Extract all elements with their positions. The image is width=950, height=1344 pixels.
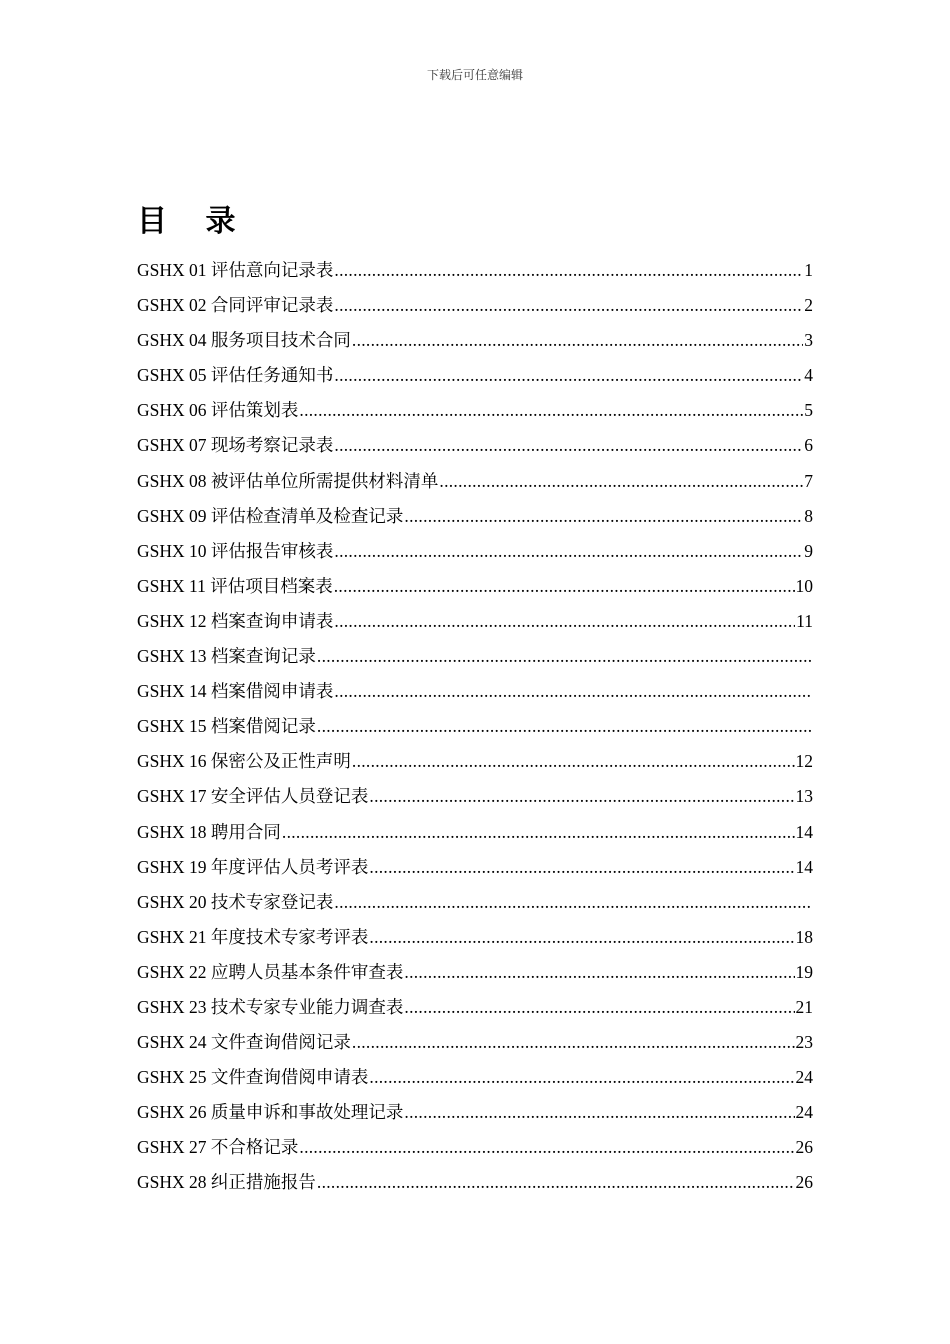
toc-entry-page-number: 2 <box>804 295 813 316</box>
toc-entry-title: GSHX 11 评估项目档案表 <box>137 575 333 596</box>
toc-entry[interactable] <box>137 292 813 327</box>
toc-entry-page-number: 8 <box>804 505 813 526</box>
toc-entry-title: GSHX 20 技术专家登记表 <box>137 891 334 912</box>
toc-entry-page-number: 14 <box>795 856 813 877</box>
toc-entry[interactable] <box>137 432 813 467</box>
toc-dot-leader <box>352 1032 795 1053</box>
toc-dot-leader <box>404 506 803 527</box>
toc-dot-leader <box>369 857 794 878</box>
toc-entry-page-number: 14 <box>795 821 813 842</box>
toc-dot-leader <box>317 716 812 737</box>
toc-entry-page-number: 24 <box>795 1102 813 1123</box>
toc-entry-page-number: 6 <box>804 435 813 456</box>
toc-entry[interactable] <box>137 854 813 889</box>
page-header: 下载后可任意编辑 <box>426 68 523 82</box>
toc-dot-leader <box>334 611 795 632</box>
toc-entry-title: GSHX 07 现场考察记录表 <box>137 435 334 456</box>
toc-entry[interactable] <box>137 924 813 959</box>
toc-dot-leader <box>439 471 803 492</box>
toc-entry-page-number: 5 <box>804 400 813 421</box>
toc-entry[interactable] <box>137 819 813 854</box>
toc-entry-page-number: 13 <box>795 786 813 807</box>
table-of-contents <box>137 257 813 1205</box>
toc-entry[interactable] <box>137 713 813 748</box>
toc-entry-page-number: 24 <box>795 1067 813 1088</box>
toc-entry-title: GSHX 13 档案查询记录 <box>137 646 316 667</box>
toc-dot-leader <box>404 1102 794 1123</box>
toc-dot-leader <box>404 962 794 983</box>
toc-entry-page-number: 23 <box>795 1032 813 1053</box>
toc-entry[interactable] <box>137 327 813 362</box>
toc-dot-leader <box>352 330 803 351</box>
toc-entry[interactable] <box>137 1029 813 1064</box>
toc-entry-title: GSHX 27 不合格记录 <box>137 1137 299 1158</box>
toc-entry-page-number: 12 <box>795 751 813 772</box>
toc-entry-title: GSHX 06 评估策划表 <box>137 400 299 421</box>
toc-entry-page-number: 11 <box>796 610 813 631</box>
toc-entry-title: GSHX 08 被评估单位所需提供材料清单 <box>137 470 439 491</box>
toc-dot-leader <box>282 822 795 843</box>
toc-entry[interactable] <box>137 994 813 1029</box>
toc-entry[interactable] <box>137 608 813 643</box>
toc-entry[interactable] <box>137 397 813 432</box>
toc-dot-leader <box>334 260 803 281</box>
toc-entry-title: GSHX 18 聘用合同 <box>137 821 281 842</box>
toc-entry-title: GSHX 28 纠正措施报告 <box>137 1172 316 1193</box>
toc-dot-leader <box>369 786 794 807</box>
toc-entry-page-number: 26 <box>795 1137 813 1158</box>
toc-entry[interactable] <box>137 1064 813 1099</box>
toc-entry-title: GSHX 17 安全评估人员登记表 <box>137 786 369 807</box>
toc-entry-page-number: 9 <box>804 540 813 561</box>
toc-entry-title: GSHX 04 服务项目技术合同 <box>137 330 351 351</box>
toc-entry[interactable] <box>137 678 813 713</box>
toc-dot-leader <box>299 400 803 421</box>
toc-dot-leader <box>404 997 794 1018</box>
toc-entry[interactable] <box>137 573 813 608</box>
toc-dot-leader <box>334 365 803 386</box>
toc-entry-title: GSHX 02 合同评审记录表 <box>137 295 334 316</box>
toc-entry-page-number: 26 <box>795 1172 813 1193</box>
toc-dot-leader <box>334 892 812 913</box>
toc-entry-page-number: 18 <box>795 926 813 947</box>
toc-entry[interactable] <box>137 643 813 678</box>
toc-entry-title: GSHX 24 文件查询借阅记录 <box>137 1032 351 1053</box>
toc-dot-leader <box>317 1172 795 1193</box>
toc-entry[interactable] <box>137 748 813 783</box>
toc-entry[interactable] <box>137 959 813 994</box>
toc-entry-title: GSHX 14 档案借阅申请表 <box>137 681 334 702</box>
toc-entry-title: GSHX 22 应聘人员基本条件审查表 <box>137 961 404 982</box>
toc-entry-page-number: 3 <box>804 330 813 351</box>
toc-dot-leader <box>369 927 794 948</box>
toc-entry-page-number: 4 <box>804 365 813 386</box>
toc-entry[interactable] <box>137 257 813 292</box>
toc-entry[interactable] <box>137 503 813 538</box>
toc-entry[interactable] <box>137 1169 813 1204</box>
toc-entry-page-number: 21 <box>795 996 813 1017</box>
page-title: 目 录 <box>137 204 250 239</box>
toc-dot-leader <box>334 681 812 702</box>
toc-entry-title: GSHX 01 评估意向记录表 <box>137 260 334 280</box>
toc-entry-page-number: 7 <box>804 470 813 491</box>
toc-entry-title: GSHX 05 评估任务通知书 <box>137 365 334 386</box>
toc-entry-title: GSHX 19 年度评估人员考评表 <box>137 856 369 877</box>
toc-dot-leader <box>334 541 803 562</box>
toc-entry-title: GSHX 25 文件查询借阅申请表 <box>137 1067 369 1088</box>
toc-dot-leader <box>334 295 803 316</box>
toc-entry-title: GSHX 15 档案借阅记录 <box>137 716 316 737</box>
toc-dot-leader <box>299 1137 794 1158</box>
toc-entry[interactable] <box>137 783 813 818</box>
toc-entry-page-number: 1 <box>804 260 813 280</box>
toc-entry-title: GSHX 26 质量申诉和事故处理记录 <box>137 1102 404 1123</box>
toc-entry-page-number: 10 <box>795 575 813 596</box>
toc-entry-title: GSHX 12 档案查询申请表 <box>137 610 334 631</box>
toc-entry[interactable] <box>137 468 813 503</box>
toc-entry[interactable] <box>137 1134 813 1169</box>
toc-dot-leader <box>352 751 795 772</box>
toc-entry-title: GSHX 23 技术专家专业能力调查表 <box>137 996 404 1017</box>
toc-entry[interactable] <box>137 1099 813 1134</box>
toc-entry[interactable] <box>137 538 813 573</box>
toc-entry-title: GSHX 10 评估报告审核表 <box>137 540 334 561</box>
toc-dot-leader <box>317 646 812 667</box>
toc-entry-title: GSHX 21 年度技术专家考评表 <box>137 926 369 947</box>
toc-entry-title: GSHX 09 评估检查清单及检查记录 <box>137 505 404 526</box>
toc-entry[interactable] <box>137 889 813 924</box>
toc-dot-leader <box>369 1067 794 1088</box>
toc-dot-leader <box>334 576 795 597</box>
toc-entry-page-number: 19 <box>795 961 813 982</box>
toc-entry-title: GSHX 16 保密公及正性声明 <box>137 751 351 772</box>
toc-entry[interactable] <box>137 362 813 397</box>
toc-dot-leader <box>334 435 803 456</box>
